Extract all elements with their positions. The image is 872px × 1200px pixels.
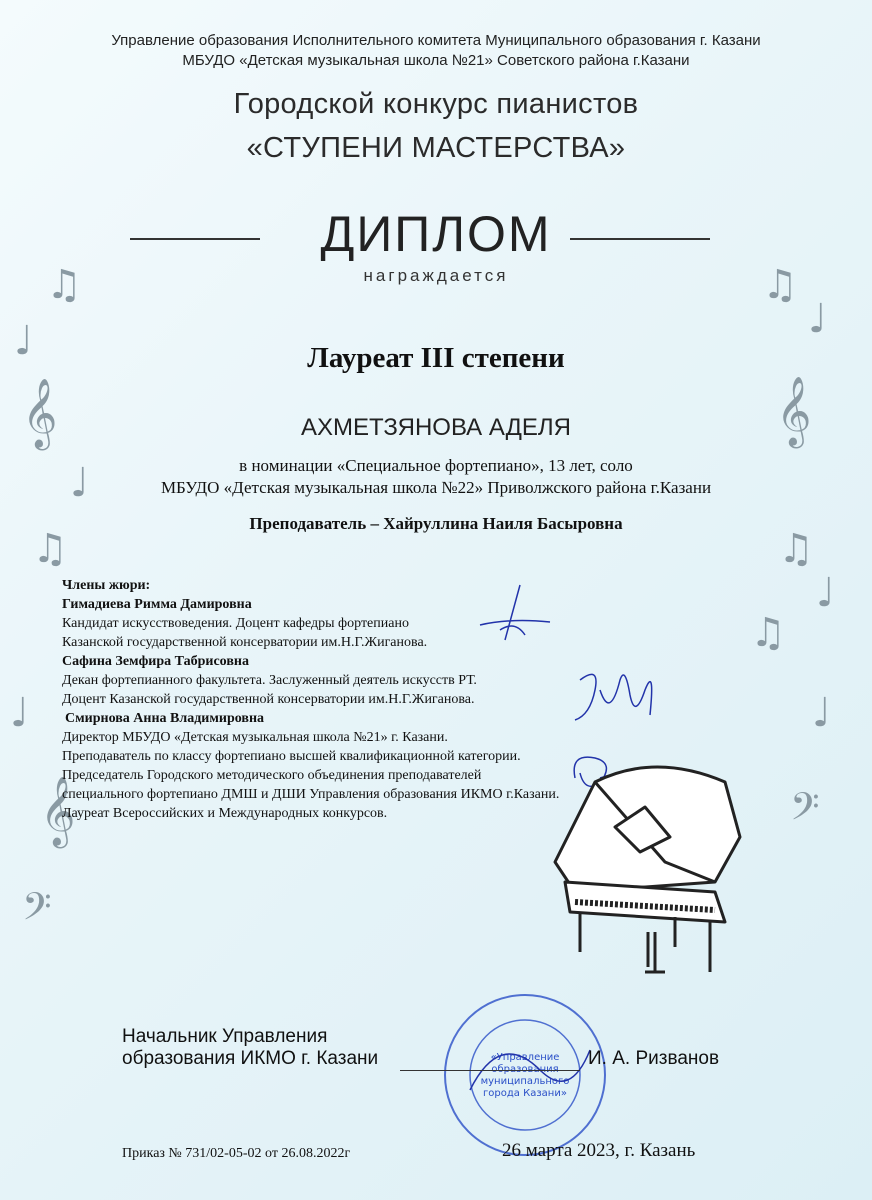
quarter-note-icon: ♩ bbox=[808, 296, 827, 342]
awardee-school: МБУДО «Детская музыкальная школа №22» Приволжского района г.Казани bbox=[160, 478, 712, 497]
diploma-heading bbox=[0, 205, 872, 265]
awardee-name: АХМЕТЗЯНОВА АДЕЛЯ bbox=[301, 414, 571, 441]
quarter-note-icon: ♩ bbox=[816, 570, 835, 616]
jury-member-title: Директор МБУДО «Детская музыкальная школа №21» г. Казани. bbox=[62, 730, 448, 745]
jury-member-name: Смирнова Анна Владимировна bbox=[65, 711, 265, 726]
stamp-text: «Управление bbox=[490, 1052, 560, 1063]
eighth-note-icon: ♫ bbox=[32, 526, 68, 572]
signature-line bbox=[400, 1070, 580, 1071]
diploma-word: ДИПЛОМ bbox=[320, 206, 552, 262]
jury-member-title: Лауреат Всероссийских и Международных конкурсов. bbox=[62, 806, 388, 821]
teacher: Преподаватель – Хайруллина Наиля Басыровна bbox=[249, 514, 623, 533]
bass-clef-icon: 𝄢 bbox=[22, 884, 52, 938]
eighth-note-icon: ♫ bbox=[750, 610, 786, 656]
divider-right bbox=[570, 238, 710, 240]
grand-piano-icon bbox=[535, 742, 755, 992]
jury-member-title: Доцент Казанской государственной консерватории им.Н.Г.Жиганова. bbox=[62, 692, 475, 707]
awarded-label: награждается bbox=[363, 266, 509, 285]
svg-text:города Казани»: города Казани» bbox=[483, 1088, 567, 1099]
treble-clef-icon: 𝄞 bbox=[40, 776, 76, 846]
quarter-note-icon: ♩ bbox=[10, 690, 29, 736]
contest-subtitle: «СТУПЕНИ МАСТЕРСТВА» bbox=[246, 132, 626, 164]
jury-heading: Члены жюри: bbox=[62, 578, 151, 593]
jury-member-title: Декан фортепианного факультета. Заслуженный деятель искусств РТ. bbox=[62, 673, 477, 688]
svg-text:муниципального: муниципального bbox=[480, 1076, 570, 1087]
quarter-note-icon: ♩ bbox=[812, 690, 831, 736]
treble-clef-icon: 𝄞 bbox=[776, 376, 812, 446]
nomination: в номинации «Специальное фортепиано», 13 лет, соло bbox=[239, 456, 633, 475]
jury-member-name: Сафина Земфира Табрисовна bbox=[62, 654, 249, 669]
signer-position-line1: Начальник Управления bbox=[122, 1026, 328, 1047]
signer-position-line2: образования ИКМО г. Казани bbox=[122, 1048, 379, 1069]
order-number: Приказ № 731/02-05-02 от 26.08.2022г bbox=[122, 1146, 351, 1161]
issue-date: 26 марта 2023, г. Казань bbox=[502, 1140, 696, 1161]
eighth-note-icon: ♫ bbox=[778, 526, 814, 572]
jury-member-title: Председатель Городского методического объединения преподавателей bbox=[62, 768, 482, 783]
jury-member-name: Гимадиева Римма Дамировна bbox=[62, 597, 252, 612]
jury-member-title: Казанской государственной консерватории им.Н.Г.Жиганова. bbox=[62, 635, 428, 650]
jury-member-title: Кандидат искусствоведения. Доцент кафедры фортепиано bbox=[62, 616, 409, 631]
jury-signature-1 bbox=[470, 580, 560, 650]
eighth-note-icon: ♫ bbox=[46, 262, 82, 308]
jury-signature-2 bbox=[570, 660, 670, 730]
jury-member-title: Преподаватель по классу фортепиано высшей квалификационной категории. bbox=[62, 749, 521, 764]
official-stamp bbox=[440, 990, 610, 1160]
signer-name: И. А. Ризванов bbox=[588, 1048, 720, 1069]
award-degree: Лауреат III степени bbox=[307, 342, 565, 374]
header-organization: Управление образования Исполнительного комитета Муниципального образования г. Казани bbox=[111, 32, 761, 49]
bass-clef-icon: 𝄢 bbox=[790, 784, 820, 838]
treble-clef-icon: 𝄞 bbox=[22, 378, 58, 448]
eighth-note-icon: ♫ bbox=[762, 262, 798, 308]
header-school: МБУДО «Детская музыкальная школа №21» Советского района г.Казани bbox=[182, 52, 690, 69]
contest-title: Городской конкурс пианистов bbox=[233, 88, 639, 120]
quarter-note-icon: ♩ bbox=[70, 460, 89, 506]
jury-member-title: специального фортепиано ДМШ и ДШИ Управления образования ИКМО г.Казани. bbox=[62, 787, 560, 802]
quarter-note-icon: ♩ bbox=[14, 318, 33, 364]
